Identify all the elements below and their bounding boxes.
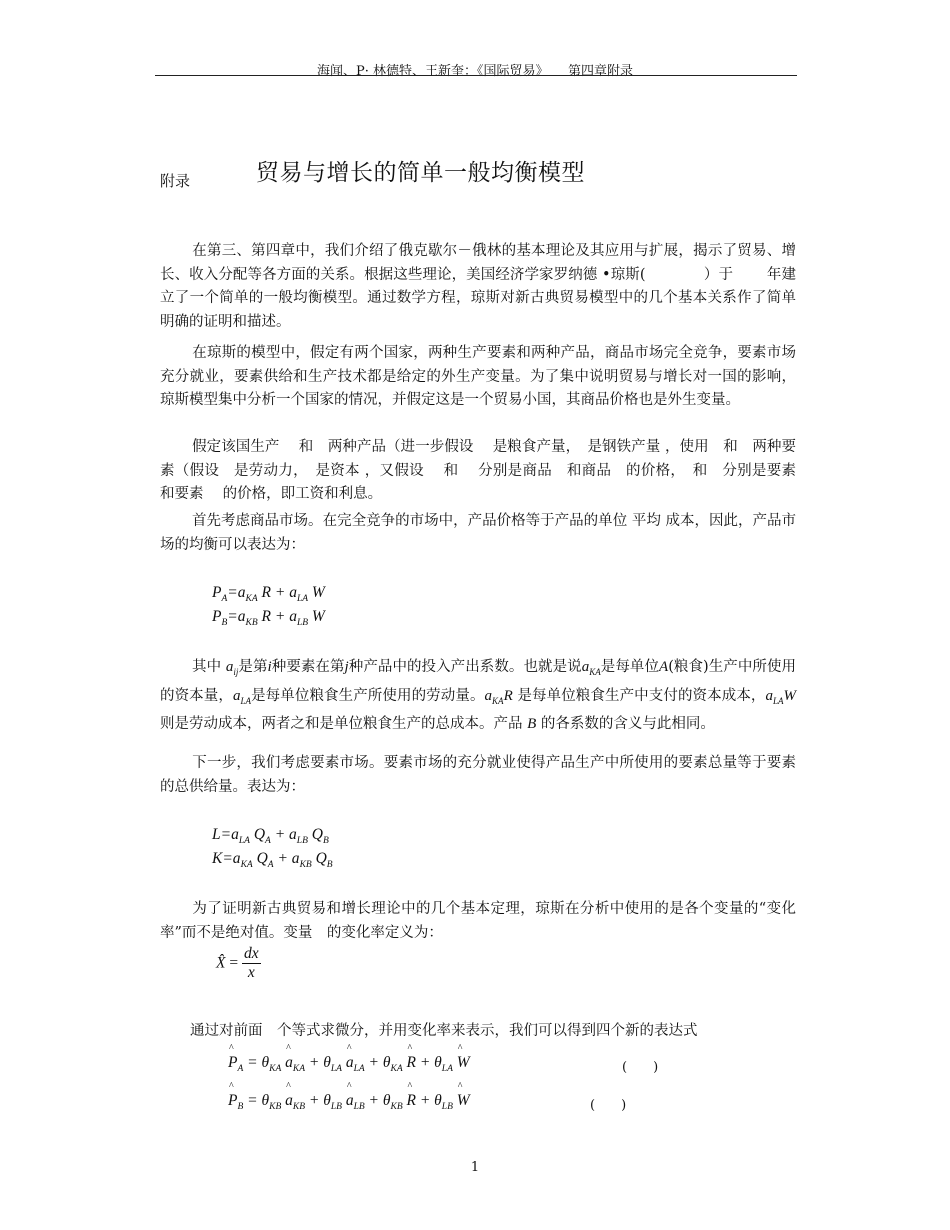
equation-pa: $P_A=a_{KA}$ $R + a_{LA}$ W bbox=[212, 584, 325, 604]
paragraph-assumptions: 在琼斯的模型中，假定有两个国家，两种生产要素和两种产品，商品市场完全竞争，要素市场充分就业，要素供给和生产技术都是给定的外生产变量。为了集中说明贸易与增长对一国的影响，琼斯模型集中分析一个国家的情况，并假定这是一个贸易小国，其商品价格也是外生变量。 bbox=[160, 345, 796, 408]
equation-pa-hat: ^ $P_A = \theta_{KA}$ ^ $a_{KA} + \theta_{LA}$ ^ $a_{LA} + \theta_{KA}$ ^ $R + \theta_{LA}$ ^ W bbox=[228, 1054, 470, 1074]
equation-rate-definition: X̂ = $\frac{dx}{x}$ bbox=[216, 945, 259, 981]
running-header: 海闻、P· 林德特、王新奎：《国际贸易》 第四章附录 bbox=[316, 64, 633, 79]
appendix-label: 附录 bbox=[160, 172, 191, 190]
page-title: 贸易与增长的简单一般均衡模型 bbox=[256, 160, 585, 186]
paragraph-coefficients: 其中 $a_{ij}$是第i种要素在第j种产品中的投入产出系数。也就是说$a_{KA}$是每单位A(粮食)生产中所使用的资本量，$a_{LA}$是每单位粮食生产所使用的劳动量。$a_{KA}R$ 是每单位粮食生产中支付的资本成本，$a_{LA}W$ 则是劳动成本，两者之和是单位粮食生产的总成本。产品 B 的各系数的含义与此相同。 bbox=[160, 659, 797, 732]
paragraph-goods-market: 首先考虑商品市场。在完全竞争的市场中，产品价格等于产品的单位 平均 成本，因此，产品市场的均衡可以表达为： bbox=[160, 513, 796, 553]
equation-number-1: ( ) bbox=[622, 1060, 659, 1075]
math-a-ij: $a_{ij}$ bbox=[225, 659, 239, 677]
paragraph-factor-market: 下一步，我们考虑要素市场。要素市场的充分就业使得产品生产中所使用的要素总量等于要素的总供给量。表达为： bbox=[160, 755, 796, 795]
paragraph-variables: 假定该国生产 和 两种产品（进一步假设 是粮食产量， 是钢铁产量 ，使用 和 两种要素（假设 是劳动力， 是资本 ，又假设 和 分别是商品 和商品 的价格， 和 分别是要素 和要素 的价格，即工资和利息。 bbox=[160, 439, 816, 502]
equation-k: $K=a_{KA}$ $Q_A + a_{KB}$ $Q_B$ bbox=[212, 850, 333, 870]
equation-l: $L=a_{LA}$ $Q_A + a_{LB}$ $Q_B$ bbox=[212, 826, 329, 846]
equation-pb-hat: ^ $P_B = \theta_{KB}$ ^ $a_{KB} + \theta_{LB}$ ^ $a_{LB} + \theta_{KB}$ ^ $R + \theta_{LB}$ ^ W bbox=[228, 1092, 470, 1112]
paragraph-rate-of-change: 为了证明新古典贸易和增长理论中的几个基本定理，琼斯在分析中使用的是各个变量的“变化率”而不是绝对值。变量 的变化率定义为： bbox=[160, 901, 796, 941]
equation-number-2: ( ) bbox=[590, 1098, 627, 1113]
header-rule bbox=[155, 75, 797, 76]
page-number: 1 bbox=[470, 1160, 480, 1175]
paragraph-intro: 在第三、第四章中，我们介绍了俄克歇尔－俄林的基本理论及其应用与扩展，揭示了贸易、增长、收入分配等各方面的关系。根据这些理论，美国经济学家罗纳德 •琼斯( ）于 年建立了一个简单的一般均衡模型。通过数学方程，琼斯对新古典贸易模型中的几个基本关系作了简单明确的证明和描述。 bbox=[160, 243, 796, 330]
paragraph-differentiation: 通过对前面 个等式求微分，并用变化率来表示，我们可以得到四个新的表达式 bbox=[190, 1023, 698, 1039]
equation-pb: $P_B=a_{KB}$ $R + a_{LB}$ W bbox=[212, 608, 325, 628]
